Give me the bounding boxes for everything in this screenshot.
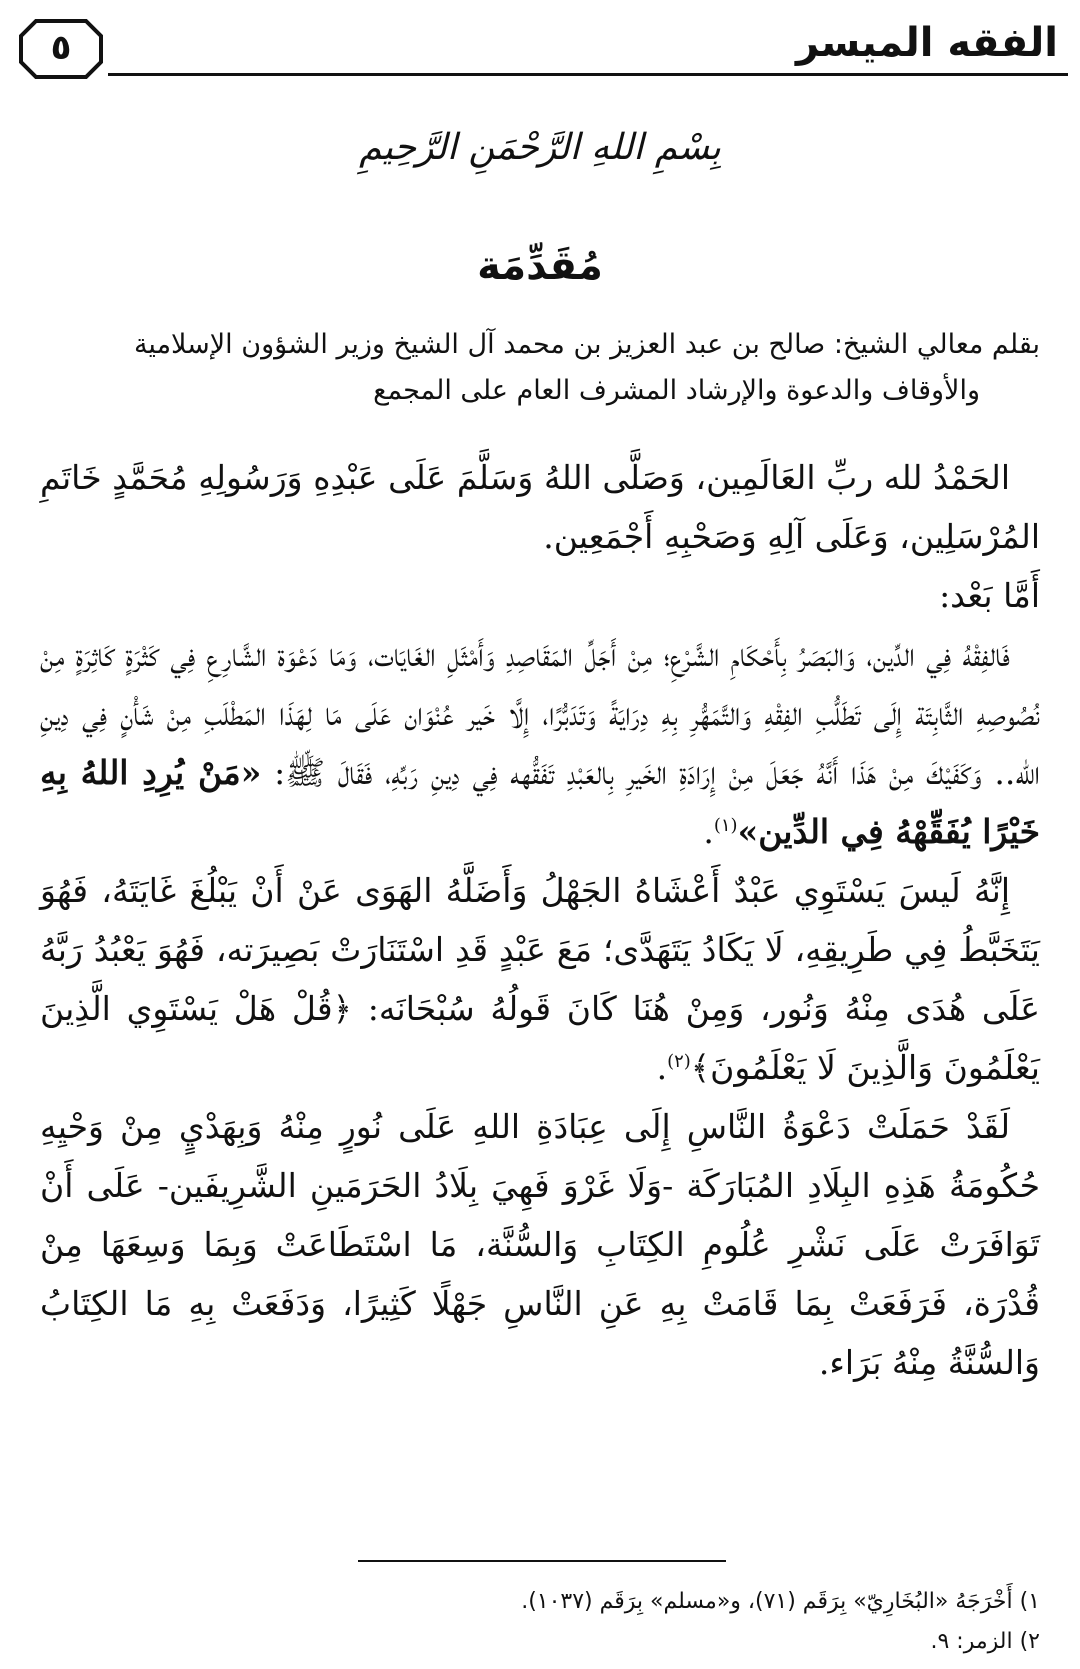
page-number: ٥ bbox=[50, 28, 72, 68]
byline bbox=[20, 322, 1040, 414]
running-title: الفقه الميسر bbox=[796, 20, 1058, 66]
paragraph-dawah: لَقَدْ حَمَلَتْ دَعْوَةُ النَّاسِ إِلَى عِبَادَةِ اللهِ عَلَى نُورٍ مِنْهُ وَبِهَدْيٍ مِنْ وَحْيِهِ حُكُومَةُ هَذِهِ البِلَادِ المُبَارَكَة -وَلَا غَرْوَ فَهِيَ بِلَادُ الحَرَمَينِ الشَّرِيفَين- عَلَى أَنْ تَوَافَرَتْ عَلَى نَشْرِ عُلُومِ الكِتَابِ وَالسُّنَّة، مَا اسْتَطَاعَتْ وَبِمَا وَسِعَهَا مِنْ قُدْرَة، فَرَفَعَتْ بِمَا قَامَتْ بِهِ عَنِ النَّاسِ جَهْلًا كَثِيرًا، وَدَفَعَتْ بِهِ مَا الكِتَابُ وَالسُّنَّةُ مِنْهُ بَرَاء. bbox=[40, 1107, 1040, 1382]
paragraph-amma-baad: أَمَّا بَعْد: bbox=[939, 576, 1040, 615]
footnote-ref-2: (٢) bbox=[667, 1051, 691, 1072]
paragraph-fiqh-text: فَالفِقْهُ فِي الدِّين، وَالبَصَرُ بِأَحْكَامِ الشَّرْعِ؛ مِنْ أَجَلِّ المَقَاصِدِ وَأَمْثَلِ الغَايَات، وَمَا دَعْوَة الشَّارِعِ فِي كَثْرَةٍ كَاثِرَةٍ مِنْ نُصُوصِهِ الثَّابِتَة إِلَى تَطَلُّبِ الفِقْهِ وَالتَّمَهُّرِ بِهِ دِرَايَةً وَتَدَبُّرًا، إِلَّا خَير عُنْوَان عَلَى مَا لِهَذَا المَطْلَبِ مِنْ شَأْنٍ فِي دِينِ الله.. وَكَفَيْكَ مِنْ هَذَا أَنَّهُ جَعَلَ مِنْ إِرَادَةِ الخَيرِ بِالعَبْدِ تَفَقُّهه فِي دِينِ رَبِّهِ، فَقَالَ ﷺ: bbox=[40, 635, 1040, 792]
paragraph-knowledge: إِنَّهُ لَيسَ يَسْتَوِي عَبْدٌ أَعْشَاهُ الجَهْلُ وَأَضَلَّهُ الهَوَى عَنْ أَنْ يَبْلُغَ غَايَتَهُ، فَهُوَ يَتَخَبَّطُ فِي طَرِيقِهِ، لَا يَكَادُ يَتَهَدَّى؛ مَعَ عَبْدٍ قَدِ اسْتَنَارَتْ بَصِيرَته، فَهُوَ يَعْبُدُ رَبَّهُ عَلَى هُدَى مِنْهُ وَنُور، وَمِنْ هُنَا كَانَ قَولُهُ سُبْحَانَه: ﴿قُلْ هَلْ يَسْتَوِي الَّذِينَ يَعْلَمُونَ وَالَّذِينَ لَا يَعْلَمُونَ﴾$^{(٢)}$. bbox=[40, 871, 1040, 1087]
hadith-quote: «مَنْ يُرِدِ اللهُ بِهِ خَيْرًا يُفَقِّهْهُ فِي الدِّين» bbox=[40, 753, 1040, 851]
paragraph-fiqh: فَالفِقْهُ فِي الدِّين، وَالبَصَرُ بِأَحْكَامِ الشَّرْعِ؛ مِنْ أَجَلِّ المَقَاصِدِ وَأَمْثَلِ الغَايَات، وَمَا دَعْوَة الشَّارِعِ فِي كَثْرَةٍ كَاثِرَةٍ مِنْ نُصُوصِهِ الثَّابِتَة إِلَى تَطَلُّبِ الفِقْهِ وَالتَّمَهُّرِ بِهِ دِرَايَةً وَتَدَبُّرًا، إِلَّا خَير عُنْوَان عَلَى مَا لِهَذَا المَطْلَبِ مِنْ شَأْنٍ فِي دِينِ الله.. وَكَفَيْكَ مِنْ هَذَا أَنَّهُ جَعَلَ مِنْ إِرَادَةِ الخَيرِ بِالعَبْدِ تَفَقُّهه فِي دِينِ رَبِّهِ، فَقَالَ ﷺ: «مَنْ يُرِدِ اللهُ بِهِ خَيْرًا يُفَقِّهْهُ فِي الدِّين»$^{(١)}$. bbox=[40, 635, 1040, 851]
quran-verse: ﴿قُلْ هَلْ يَسْتَوِي الَّذِينَ يَعْلَمُونَ وَالَّذِينَ لَا يَعْلَمُونَ﴾ bbox=[40, 989, 1040, 1087]
byline-line-1: بقلم معالي الشيخ: صالح بن عبد العزيز بن محمد آل الشيخ وزير الشؤون الإسلامية bbox=[133, 329, 1040, 360]
footnote-1: ١) أَخْرَجَهُ «البُخَارِيّ» بِرَقَم (٧١)، و«مسلم» بِرَقَم (١٠٣٧). bbox=[521, 1589, 1040, 1614]
header-rule bbox=[108, 73, 1068, 76]
footnote-rule bbox=[358, 1560, 726, 1562]
paragraph-praise: الحَمْدُ لله ربِّ العَالَمِين، وَصَلَّى اللهُ وَسَلَّمَ عَلَى عَبْدِهِ وَرَسُولِهِ مُحَمَّدٍ خَاتَمِ المُرْسَلِين، وَعَلَى آلِهِ وَصَحْبِهِ أَجْمَعِين. bbox=[40, 458, 1040, 556]
page-header bbox=[0, 0, 1080, 95]
footnote-ref-1: (١) bbox=[713, 815, 738, 836]
footnote-2: ٢) الزمر: ٩. bbox=[930, 1629, 1040, 1654]
body-text bbox=[40, 448, 1040, 1392]
footnotes bbox=[40, 1582, 1040, 1662]
byline-line-2: والأوقاف والدعوة والإرشاد المشرف العام على المجمع bbox=[373, 375, 980, 406]
basmala: بِسْمِ اللهِ الرَّحْمَنِ الرَّحِيمِ bbox=[359, 127, 721, 168]
paragraph-knowledge-text: إِنَّهُ لَيسَ يَسْتَوِي عَبْدٌ أَعْشَاهُ الجَهْلُ وَأَضَلَّهُ الهَوَى عَنْ أَنْ يَبْلُغَ غَايَتَهُ، فَهُوَ يَتَخَبَّطُ فِي طَرِيقِهِ، لَا يَكَادُ يَتَهَدَّى؛ مَعَ عَبْدٍ قَدِ اسْتَنَارَتْ بَصِيرَته، فَهُوَ يَعْبُدُ رَبَّهُ عَلَى هُدَى مِنْهُ وَنُور، وَمِنْ هُنَا كَانَ قَولُهُ سُبْحَانَه: bbox=[40, 871, 1040, 1028]
section-title: مُقَدِّمَة bbox=[477, 243, 603, 289]
page-number-badge bbox=[18, 18, 104, 80]
